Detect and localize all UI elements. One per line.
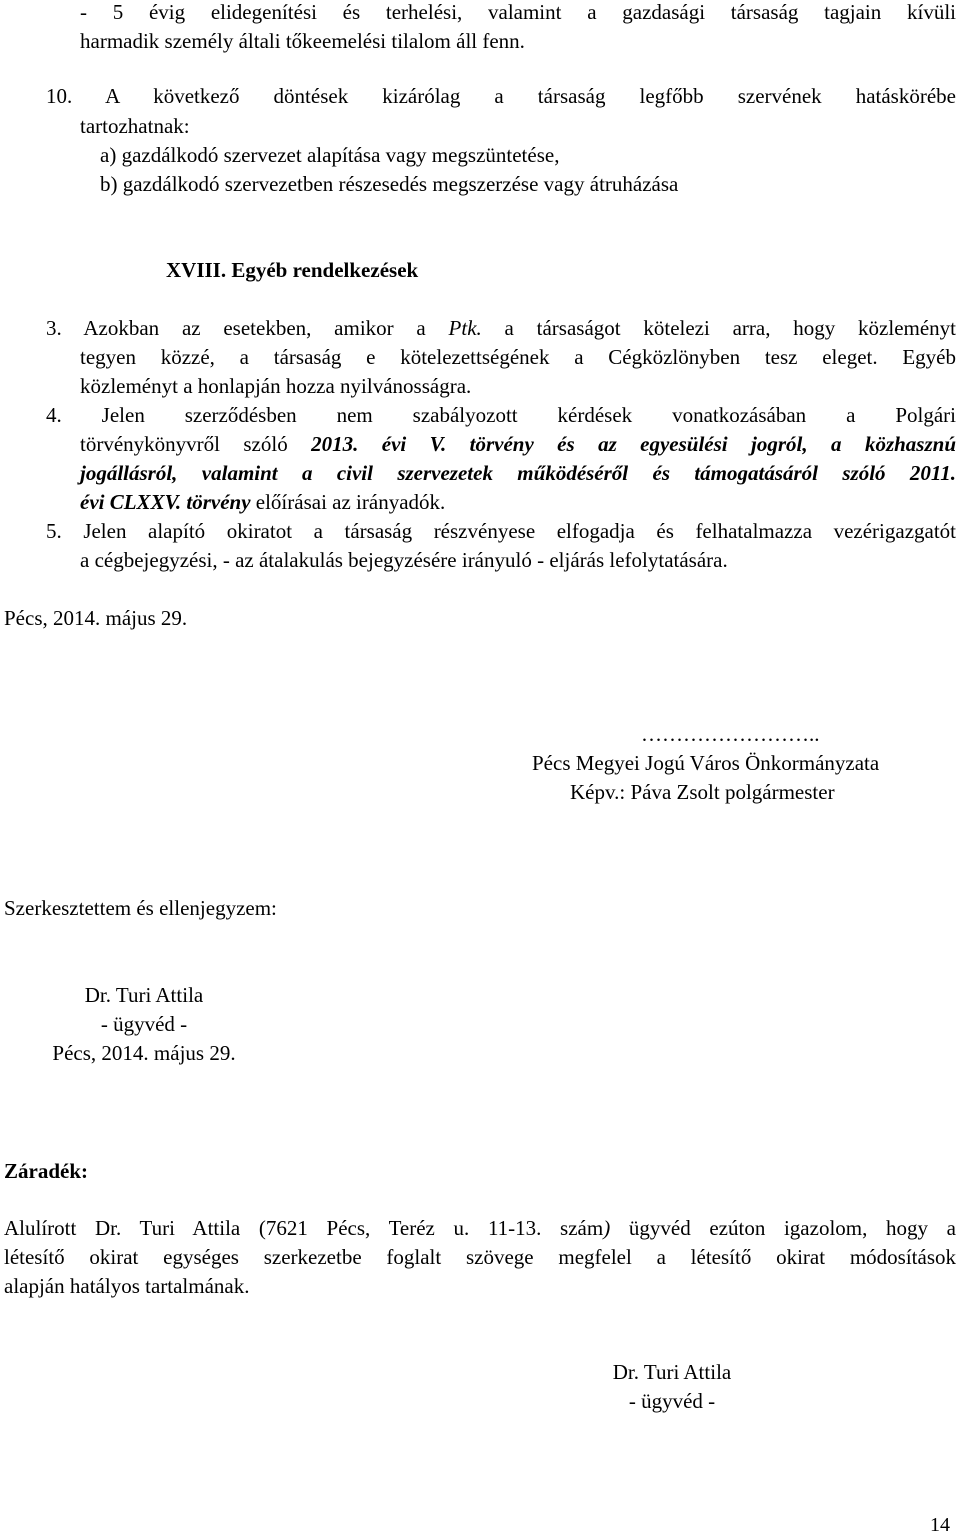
text-span-bold-italic: évi CLXXV. törvény xyxy=(80,490,251,514)
list-item: b) gazdálkodó szervezetben részesedés megszerzése vagy átruházása xyxy=(100,172,679,196)
text-line: 5. Jelen alapító okiratot a társaság részvényese elfogadja és felhatalmazza vezérigazgatót xyxy=(46,519,956,543)
final-signature-title: - ügyvéd - xyxy=(628,1389,716,1413)
text-line: jogállásról, valamint a civil szervezetek működéséről és támogatásáról szóló 2011. xyxy=(80,461,956,485)
text-line xyxy=(80,490,445,515)
signatory-representative: Képv.: Páva Zsolt polgármester xyxy=(570,780,835,804)
text-line: közleményt a honlapján hozza nyilvánosságra. xyxy=(80,374,472,398)
text-span-bold-italic: 2013. évi V. törvény és az egyesülési jogról, a közhasznú xyxy=(311,432,956,456)
text-span-italic: Ptk. xyxy=(448,316,482,340)
signatory-organization: Pécs Megyei Jogú Város Önkormányzata xyxy=(532,751,880,775)
text-line xyxy=(80,432,956,457)
text-line: a cégbejegyzési, - az átalakulás bejegyzésére irányuló - eljárás lefolytatására. xyxy=(80,548,728,572)
page-number: 14 xyxy=(930,1514,950,1536)
text-line: - 5 évig elidegenítési és terhelési, valamint a gazdasági társaság tagjain kívüli xyxy=(80,0,956,24)
text-line: alapján hatályos tartalmának. xyxy=(4,1274,250,1298)
text-line xyxy=(46,316,956,341)
place-date: Pécs, 2014. május 29. xyxy=(4,606,188,630)
text-span: ügyvéd ezúton igazolom, hogy a xyxy=(610,1216,957,1240)
text-span: előírásai az irányadók. xyxy=(250,490,446,514)
section-heading: XVIII. Egyéb rendelkezések xyxy=(166,258,419,282)
final-signature-name: Dr. Turi Attila xyxy=(612,1360,732,1384)
text-line: harmadik személy általi tőkeemelési tilalom áll fenn. xyxy=(80,29,525,53)
text-line: létesítő okirat egységes szerkezetbe foglalt szövege megfelel a létesítő okirat módosítások xyxy=(4,1245,956,1269)
countersign-title: - ügyvéd - xyxy=(100,1012,188,1036)
text-span-italic: ) xyxy=(603,1216,611,1240)
text-line: 4. Jelen szerződésben nem szabályozott kérdések vonatkozásában a Polgári xyxy=(46,403,956,427)
zaradek-heading: Záradék: xyxy=(4,1159,88,1183)
list-item: a) gazdálkodó szervezet alapítása vagy megszüntetése, xyxy=(100,143,560,167)
text-span: 3. Azokban az esetekben, amikor a xyxy=(46,316,449,340)
text-span: törvénykönyvről szóló xyxy=(80,432,312,456)
countersign-date: Pécs, 2014. május 29. xyxy=(52,1041,236,1065)
countersign-label: Szerkesztettem és ellenjegyzem: xyxy=(4,896,277,920)
signature-dots: …………………….. xyxy=(641,722,820,746)
countersign-name: Dr. Turi Attila xyxy=(84,983,204,1007)
text-line: tartozhatnak: xyxy=(80,114,190,138)
text-span: a társaságot kötelezi arra, hogy közleményt xyxy=(481,316,956,340)
text-line: 10. A következő döntések kizárólag a társaság legfőbb szervének hatáskörébe xyxy=(46,84,956,108)
text-line: tegyen közzé, a társaság e kötelezettségének a Cégközlönyben tesz eleget. Egyéb xyxy=(80,345,956,369)
text-span: Alulírott Dr. Turi Attila (7621 Pécs, Teréz u. 11-13. szám xyxy=(4,1216,604,1240)
text-line xyxy=(4,1216,956,1241)
